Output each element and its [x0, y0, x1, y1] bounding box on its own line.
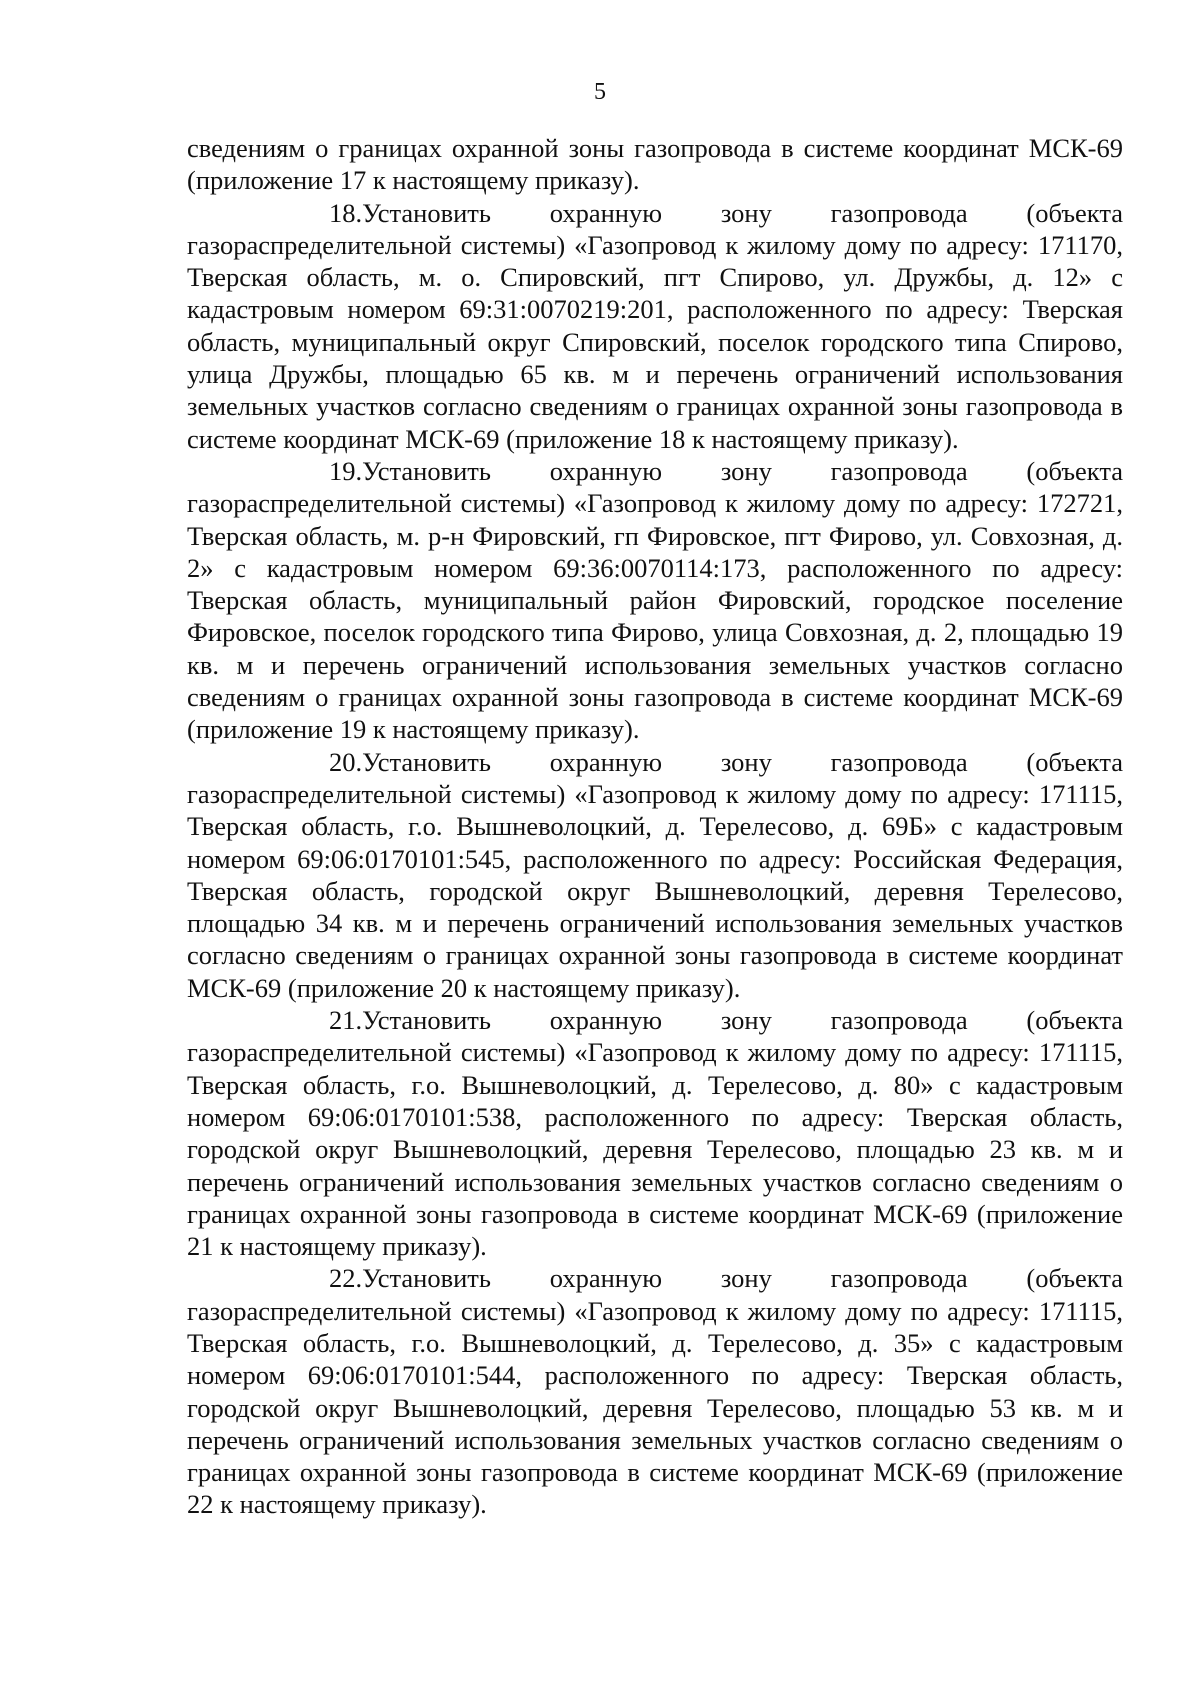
paragraph-text: Установить охранную зону газопровода (объекта газораспределительной системы) «Газопровод к жилому дому по адресу: 171115, Тверская область, г.о. Вышневолоцкий, д. Терелесово, д. 69Б» с кадастровым номером 69:06:0170101:545, расположенного по адресу: Российская Федерация, Тверская область, городской округ Вышневолоцкий, деревня Терелесово, площадью 34 кв. м и перечень ограничений использования земельных участков согласно сведениям о границах охранной зоны газопровода в системе координат МСК-69 (приложение 20 к настоящему приказу).	[187, 746, 1123, 1003]
page-number: 5	[594, 79, 606, 105]
paragraph-text: Установить охранную зону газопровода (объекта газораспределительной системы) «Газопровод к жилому дому по адресу: 172721, Тверская область, м. р-н Фировский, гп Фировское, пгт Фирово, ул. Совхозная, д. 2» с кадастровым номером 69:36:0070114:173, расположенного по адресу: Тверская область, муниципальный район Фировский, городское поселение Фировское, поселок городского типа Фирово, улица Совхозная, д. 2, площадью 19 кв. м и перечень ограничений использования земельных участков согласно сведениям о границах охранной зоны газопровода в системе координат МСК-69 (приложение 19 к настоящему приказу).	[187, 455, 1123, 745]
paragraph-number: 20.	[329, 746, 363, 777]
paragraph-text: Установить охранную зону газопровода (объекта газораспределительной системы) «Газопровод к жилому дому по адресу: 171170, Тверская область, м. о. Спировский, пгт Спирово, ул. Дружбы, д. 12» с кадастровым номером 69:31:0070219:201, расположенного по адресу: Тверская область, муниципальный округ Спировский, поселок городского типа Спирово, улица Дружбы, площадью 65 кв. м и перечень ограничений использования земельных участков согласно сведениям о границах охранной зоны газопровода в системе координат МСК-69 (приложение 18 к настоящему приказу).	[187, 197, 1123, 454]
paragraph-text: Установить охранную зону газопровода (объекта газораспределительной системы) «Газопровод к жилому дому по адресу: 171115, Тверская область, г.о. Вышневолоцкий, д. Терелесово, д. 35» с кадастровым номером 69:06:0170101:544, расположенного по адресу: Тверская область, городской округ Вышневолоцкий, деревня Терелесово, площадью 53 кв. м и перечень ограничений использования земельных участков согласно сведениям о границах охранной зоны газопровода в системе координат МСК-69 (приложение 22 к настоящему приказу).	[187, 1263, 1123, 1520]
paragraph-text: сведениям о границах охранной зоны газопровода в системе координат МСК-69 (приложение 17 к настоящему приказу).	[187, 133, 1123, 196]
paragraph-number: 22.	[329, 1263, 363, 1294]
paragraph-number: 21.	[329, 1005, 363, 1036]
paragraph-18	[187, 197, 1123, 455]
paragraph-20	[187, 746, 1123, 1004]
paragraph-number: 18.	[329, 197, 363, 228]
document-body	[187, 132, 1123, 1521]
paragraph-19	[187, 455, 1123, 746]
paragraph-number: 19.	[329, 455, 363, 486]
paragraph-continuation	[187, 132, 1123, 197]
paragraph-21	[187, 1004, 1123, 1262]
paragraph-text: Установить охранную зону газопровода (объекта газораспределительной системы) «Газопровод к жилому дому по адресу: 171115, Тверская область, г.о. Вышневолоцкий, д. Терелесово, д. 80» с кадастровым номером 69:06:0170101:538, расположенного по адресу: Тверская область, городской округ Вышневолоцкий, деревня Терелесово, площадью 23 кв. м и перечень ограничений использования земельных участков согласно сведениям о границах охранной зоны газопровода в системе координат МСК-69 (приложение 21 к настоящему приказу).	[187, 1005, 1123, 1262]
paragraph-22	[187, 1262, 1123, 1520]
